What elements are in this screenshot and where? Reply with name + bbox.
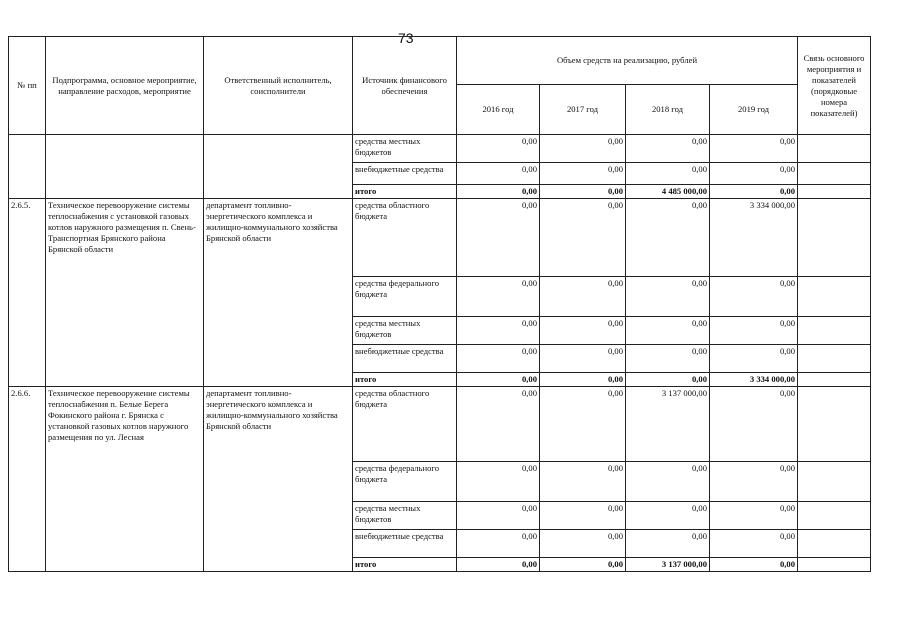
item-executor: департамент топливно-энергетического комплекса и жилищно-коммунального хозяйства Брянской области xyxy=(204,387,353,572)
value-cell: 0,00 xyxy=(457,163,540,185)
value-cell: 0,00 xyxy=(626,163,710,185)
source-cell: внебюджетные средства xyxy=(353,345,457,373)
value-cell: 0,00 xyxy=(457,462,540,502)
item-executor: департамент топливно-энергетического комплекса и жилищно-коммунального хозяйства Брянской области xyxy=(204,199,353,387)
value-cell: 0,00 xyxy=(540,185,626,199)
table-row xyxy=(9,135,871,163)
source-cell: итого xyxy=(353,373,457,387)
source-cell: средства федерального бюджета xyxy=(353,277,457,317)
table-body xyxy=(9,135,871,572)
value-cell: 0,00 xyxy=(540,502,626,530)
header-executor: Ответственный исполнитель, соисполнители xyxy=(204,37,353,135)
link-cell xyxy=(798,530,871,558)
value-cell: 0,00 xyxy=(540,317,626,345)
value-cell: 0,00 xyxy=(540,387,626,462)
value-cell: 0,00 xyxy=(540,462,626,502)
value-cell: 0,00 xyxy=(540,530,626,558)
page-number: 73 xyxy=(398,30,414,46)
value-cell: 0,00 xyxy=(540,277,626,317)
program-cell xyxy=(46,135,204,199)
value-cell: 0,00 xyxy=(540,199,626,277)
link-cell xyxy=(798,558,871,572)
value-cell: 0,00 xyxy=(457,199,540,277)
source-cell: средства местных бюджетов xyxy=(353,502,457,530)
header-link: Связь основного мероприятия и показателей (порядковые номера показателей) xyxy=(798,37,871,135)
value-cell: 0,00 xyxy=(540,373,626,387)
link-cell xyxy=(798,345,871,373)
link-cell xyxy=(798,135,871,163)
value-cell: 0,00 xyxy=(540,163,626,185)
value-cell: 0,00 xyxy=(457,387,540,462)
source-cell: итого xyxy=(353,185,457,199)
link-cell xyxy=(798,387,871,462)
header-year: 2019 год xyxy=(710,85,798,135)
value-cell: 0,00 xyxy=(540,135,626,163)
num-cell xyxy=(9,135,46,199)
value-cell: 0,00 xyxy=(710,317,798,345)
value-cell: 0,00 xyxy=(626,277,710,317)
value-cell: 0,00 xyxy=(626,502,710,530)
table-row xyxy=(9,387,871,462)
value-cell: 3 137 000,00 xyxy=(626,558,710,572)
value-cell: 0,00 xyxy=(626,317,710,345)
value-cell: 0,00 xyxy=(457,317,540,345)
value-cell: 0,00 xyxy=(457,558,540,572)
value-cell: 0,00 xyxy=(710,277,798,317)
item-number: 2.6.6. xyxy=(9,387,46,572)
source-cell: средства федерального бюджета xyxy=(353,462,457,502)
link-cell xyxy=(798,317,871,345)
source-cell: внебюджетные средства xyxy=(353,530,457,558)
table-row xyxy=(9,199,871,277)
source-cell: средства местных бюджетов xyxy=(353,317,457,345)
value-cell: 0,00 xyxy=(457,185,540,199)
value-cell: 0,00 xyxy=(710,502,798,530)
source-cell: итого xyxy=(353,558,457,572)
value-cell: 3 334 000,00 xyxy=(710,373,798,387)
value-cell: 0,00 xyxy=(710,462,798,502)
link-cell xyxy=(798,462,871,502)
link-cell xyxy=(798,199,871,277)
value-cell: 0,00 xyxy=(710,530,798,558)
source-cell: средства областного бюджета xyxy=(353,199,457,277)
value-cell: 0,00 xyxy=(626,135,710,163)
link-cell xyxy=(798,373,871,387)
value-cell: 0,00 xyxy=(457,277,540,317)
link-cell xyxy=(798,502,871,530)
value-cell: 0,00 xyxy=(540,558,626,572)
source-cell: средства местных бюджетов xyxy=(353,135,457,163)
value-cell: 0,00 xyxy=(710,558,798,572)
executor-cell xyxy=(204,135,353,199)
link-cell xyxy=(798,185,871,199)
value-cell: 3 334 000,00 xyxy=(710,199,798,277)
value-cell: 0,00 xyxy=(626,462,710,502)
item-program: Техническое перевооружение системы теплоснабжения с установкой газовых котлов наружного размещения п. Свень-Транспортная Брянского района Брянской области xyxy=(46,199,204,387)
value-cell: 0,00 xyxy=(626,373,710,387)
value-cell: 0,00 xyxy=(710,135,798,163)
header-volume: Объем средств на реализацию, рублей xyxy=(457,37,798,85)
header-num: № пп xyxy=(9,37,46,135)
value-cell: 0,00 xyxy=(626,345,710,373)
value-cell: 0,00 xyxy=(457,530,540,558)
item-program: Техническое перевооружение системы теплоснабжения п. Белые Берега Фокинского района г. Брянска с установкой газовых котлов наружного размещения по ул. Лесная xyxy=(46,387,204,572)
value-cell: 0,00 xyxy=(540,345,626,373)
header-year: 2017 год xyxy=(540,85,626,135)
financing-table xyxy=(8,36,871,572)
value-cell: 0,00 xyxy=(710,387,798,462)
value-cell: 0,00 xyxy=(626,530,710,558)
value-cell: 0,00 xyxy=(457,373,540,387)
header-source: Источник финансового обеспечения xyxy=(353,37,457,135)
value-cell: 0,00 xyxy=(457,502,540,530)
header-year: 2016 год xyxy=(457,85,540,135)
value-cell: 0,00 xyxy=(710,185,798,199)
value-cell: 4 485 000,00 xyxy=(626,185,710,199)
value-cell: 3 137 000,00 xyxy=(626,387,710,462)
link-cell xyxy=(798,163,871,185)
header-year: 2018 год xyxy=(626,85,710,135)
value-cell: 0,00 xyxy=(626,199,710,277)
link-cell xyxy=(798,277,871,317)
value-cell: 0,00 xyxy=(457,135,540,163)
value-cell: 0,00 xyxy=(710,345,798,373)
value-cell: 0,00 xyxy=(710,163,798,185)
source-cell: внебюджетные средства xyxy=(353,163,457,185)
item-number: 2.6.5. xyxy=(9,199,46,387)
source-cell: средства областного бюджета xyxy=(353,387,457,462)
value-cell: 0,00 xyxy=(457,345,540,373)
header-program: Подпрограмма, основное мероприятие, направление расходов, мероприятие xyxy=(46,37,204,135)
